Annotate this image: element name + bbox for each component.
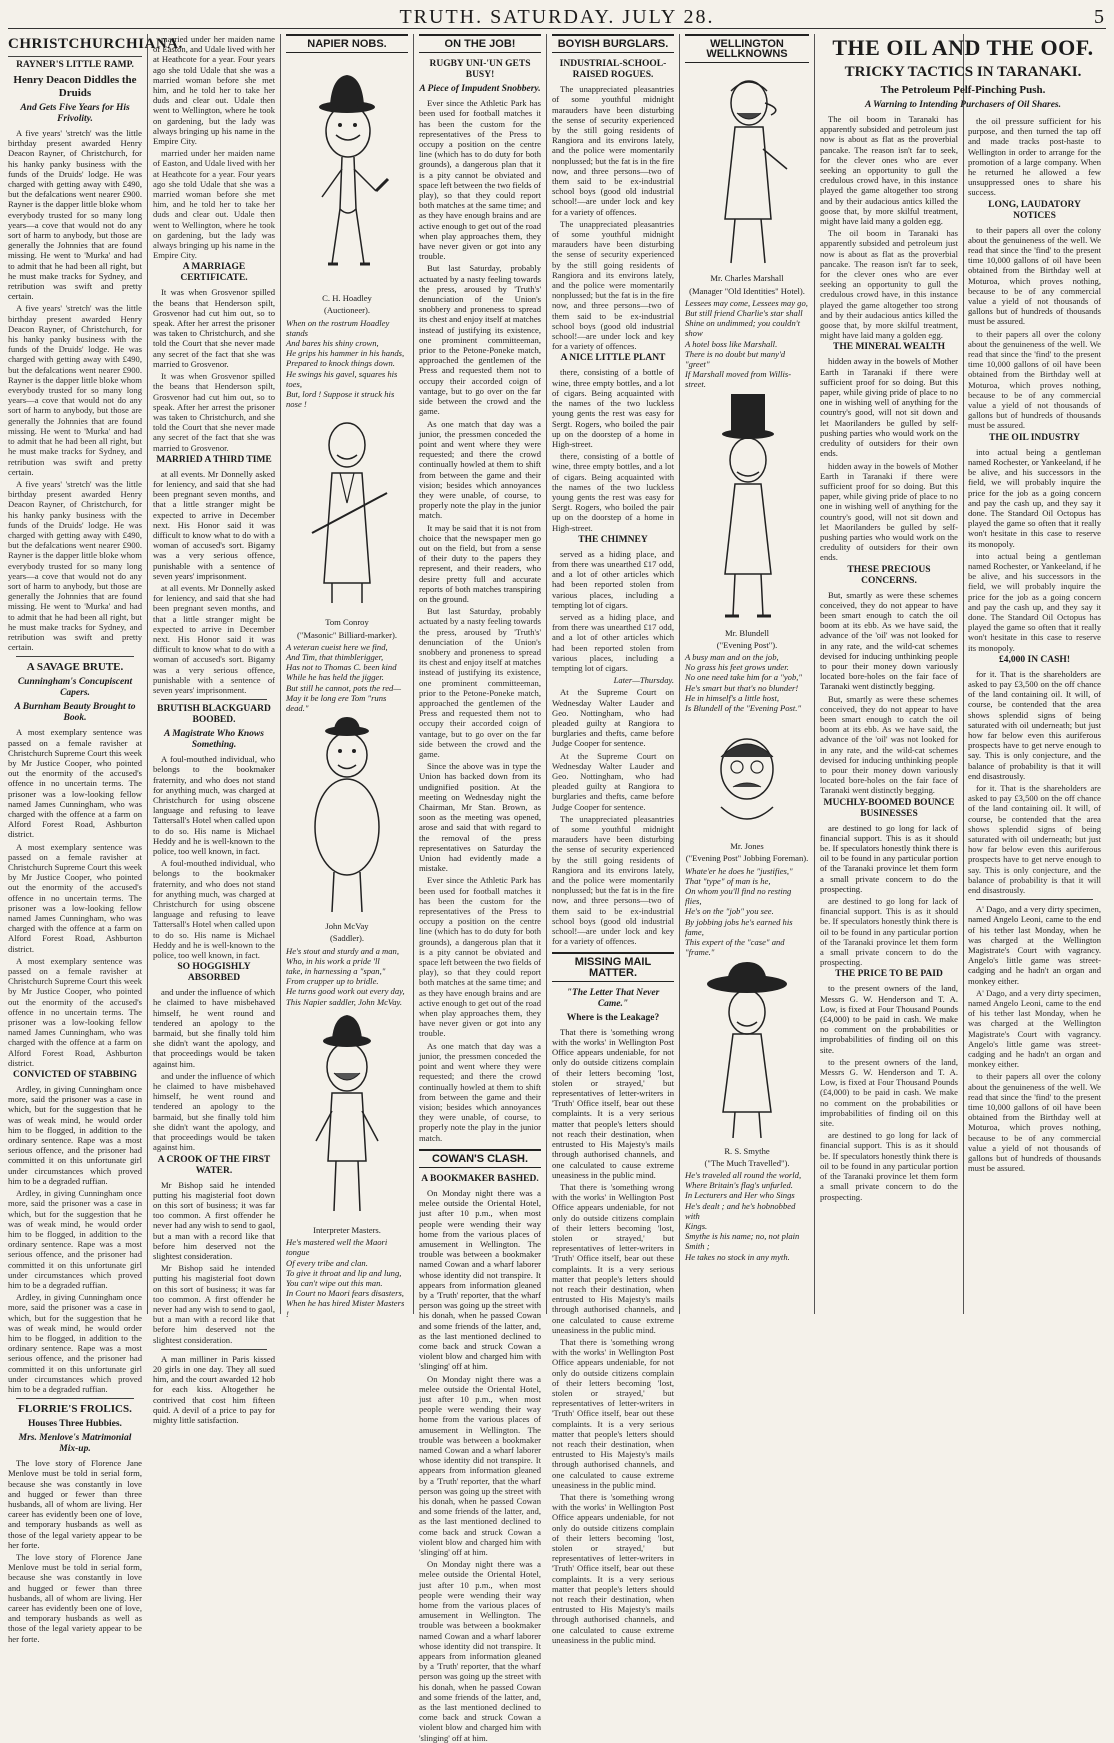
story-title: A BOOKMAKER BASHED.: [421, 1173, 539, 1184]
story-subhead: Mrs. Menlove's Matrimonial Mix-up.: [18, 1433, 132, 1455]
verse-line: He's stout and sturdy and a man,: [286, 945, 399, 956]
crosshead: THE MINERAL WEALTH: [833, 342, 945, 353]
crosshead: A CROOK OF THE FIRST WATER.: [157, 1154, 271, 1176]
story-body-continued: But last Saturday, probably actuated by a nasty feeling towards the press, aroused by 'Truth's' denunciation of the Union's snobbery and proneness to spread its chest and enjoy itself at matches instead of justifying its existence, one prominent committeeman, prior to the Petone-Poneke match, approached the gentlemen of the Press and requested them not to occupy their accorded coign of vantage, but to go over on the far side between the crowd and the game.: [419, 606, 541, 759]
section-heading-missing-mail: MISSING MAIL MATTER.: [552, 952, 674, 981]
story-body: That there is 'something wrong with the works' in Wellington Post Office appears undeniable, for not only do outside citizens complain of their letters becoming 'lost, stolen or strayed,' but representatives of letter-writers in 'Truth' Office itself, bear out these complaints. It is a very serious matter that people's letters should not reach their destination, when entrusted to His Majesty's mails through authorised channels, and one calculated to cause extreme uneasiness in the public mind.: [552, 1026, 674, 1180]
caricature-hoadley: [292, 59, 402, 289]
verse-line: When he has hired Mister Masters !: [286, 1298, 405, 1319]
story-body: As one match that day was a junior, the pressmen conceded the point and went where they were requested; and there the crowd continually howled at them to shift from between the game and their vision; besides which annoyances they were unable, of course, to properly note the play in the junior match.: [419, 418, 541, 521]
verse-jones: [685, 866, 809, 958]
story-body: there, consisting of a bottle of wine, three empty bottles, and a lot of cigars. Being acquainted with the names of the two luckless young gents the rest was easy for Sergt. Rogers, who boiled the pair up on the doorstep of a home in High-street.: [552, 367, 674, 449]
story-body: At the Supreme Court on Wednesday Walter Lauder and Geo. Nottingham, who had pleaded guilty at Rangiora to burglaries and thefts, came before Judge Cooper for sentence.: [552, 687, 674, 749]
verse-line: He's on the "job" you see.: [685, 906, 774, 917]
caricature-marshall: [691, 69, 803, 269]
story-body-continued: That there is 'something wrong with the works' in Wellington Post Office appears undeniable, for not only do outside citizens complain of their letters becoming 'lost, stolen or strayed,' but representatives of letter-writers in 'Truth' Office itself, bear out these complaints. It is a very serious matter that people's letters should not reach their destination, when entrusted to His Majesty's mails through authorised channels, and one calculated to cause extreme uneasiness in the public mind.: [552, 1181, 674, 1335]
oil-body-left: [820, 114, 958, 1202]
story-subtitle: A Magistrate Who Knows Something.: [164, 729, 264, 751]
story-body-continued: On Monday night there was a melee outside the Oriental Hotel, just after 10 p.m., when most people were wending their way home from the various places of amusement in Wellington. The trouble was between a bookmaker named Cowan and a wharf laborer whose identity did not transpire. It appears from information gleaned by a 'Truth' reporter, that the wharf person was going up the street with his donah, when he passed Cowan and some friends of the latter, and, as the last mentioned declined to come back and struck Cowan a violent blow and charged him with 'slinging' off at him.: [419, 1559, 541, 1743]
caption-role: (Auctioneer).: [323, 305, 371, 316]
story-body-continued: It was when Grosvenor spilled the beans that Henderson spilt, Grosvenor had cut him out, so to speak. After her arrest the prisoner was taken to Christchurch, and she told the Court that she never made any secret of the fact that she was married to Grosvenor.: [153, 371, 275, 453]
caption-name: Mr. Charles Marshall: [710, 273, 784, 284]
story-body: served as a hiding place, and from there was unearthed £17 odd, and a lot of other articles which had been reported stolen from various places, including a tempting lot of cigars.: [552, 548, 674, 610]
section-heading-wellington-wellknowns: WELLINGTON WELLKNOWNS: [685, 34, 809, 63]
verse-line: That "type" of man is he,: [685, 875, 771, 886]
story-title: RAYNER'S LITTLE RAMP.: [16, 60, 134, 70]
verse-line: No one need take him for a "yob,": [685, 672, 803, 683]
story-subtitle: Henry Deacon Diddles the Druids: [13, 74, 137, 99]
verse-line: take, in harnessing a "span,": [286, 966, 386, 977]
verse-line: Shine on undimmed; you couldn't: [685, 318, 800, 329]
story-body: But, smartly as were these schemes conceived, they do not appear to have been smart enough to catch the oil boom at its ebb. As we have said, the advance of the 'oil' was not looked for in any rate, and the wild-cat schemes devised for inducing unthinking people to pour their money down variously located bore-holes on the fair face of Taranaki went distinctly begging.: [820, 589, 958, 692]
divider: [161, 1349, 267, 1350]
divider: [976, 899, 1093, 900]
verse-line: On whom you'll find no resting flies,: [685, 886, 792, 907]
story-title: A SAVAGE BRUTE.: [26, 661, 124, 674]
verse-line: Has not to Thomas C. been kind: [286, 662, 397, 673]
verse-line: In Lecturers and Her who Sings: [685, 1190, 795, 1201]
verse-line: From crupper up to bridle.: [286, 976, 379, 987]
story-body-continued: there, consisting of a bottle of wine, three empty bottles, and a lot of cigars. Being acquainted with the names of the two luckless young gents the rest was easy for Sergt. Rogers, who boiled the pair up on the doorstep of a home in High-street.: [552, 451, 674, 533]
verse-line: Of every tribe and clan.: [286, 1257, 368, 1268]
story-subtitle: Where is the Leakage?: [566, 1012, 660, 1023]
story-body: for it. That is the shareholders are asked to pay £3,500 on the off chance of the land containing oil. It will, of course, be contended that the area shows splendid signs of being saturated with oil underneath; but just how far below even this auriferous prospects have to get nerve enough to say. This is only conjecture, and the balance of probability is that it will end disastrously.: [968, 668, 1101, 781]
caption-name: Tom Conroy: [325, 617, 369, 628]
story-body-continued: to their papers all over the colony about the genuineness of the well. We read that since the 'find' to the present time 10,000 gallons of oil have been obtained from the Birthday well at Moturoa, which proves nothing, because to be of any commercial value a yield of not thousands of gallons but of hundreds of thousands must be assured.: [968, 328, 1101, 431]
verse-line: But still he cannot, pots the red—: [286, 682, 401, 693]
dateline: Later—Thursday.: [613, 675, 674, 686]
verse-line: This expert of the "case" and: [685, 937, 785, 948]
verse-line: He's traveled all round the world,: [685, 1169, 802, 1180]
caption-role: (Manager "Old Identities" Hotel).: [689, 285, 805, 296]
verse-line: He's dealt ; and he's hobnobbed with: [685, 1200, 796, 1221]
story-body-continued: are destined to go long for lack of financial support. This is as it should be. If speculators honestly think there is oil to be found in any particular portion of the Taranaki province let them form a small private concern to do the prospecting.: [820, 896, 958, 968]
section-heading-christchurchiana: CHRISTCHURCHIANA.: [8, 36, 142, 57]
story-body-continued: On Monday night there was a melee outside the Oriental Hotel, just after 10 p.m., when most people were wending their way home from the various places of amusement in Wellington. The trouble was between a bookmaker named Cowan and a wharf laborer whose identity did not transpire. It appears from information gleaned by a 'Truth' reporter, that the wharf person was going up the street with his donah, when he passed Cowan and some friends of the latter, and, as the last mentioned declined to come back and struck Cowan a violent blow and charged him with 'slinging' off at him.: [419, 1373, 541, 1558]
story-subhead: And Gets Five Years for His Frivolity.: [20, 103, 130, 124]
verse-line: show: [685, 328, 703, 339]
caricature-smythe: [691, 962, 803, 1142]
story-body-continued: The unappreciated pleasantries of some youthful midnight marauders have been disturbing the sense of security experienced by the still going residents of Rangiora and its environs lately, and the police were momentarily nonplussed; but the fat is in the fire now, and three persons—two of them said to be ex-industrial school boys (good old industrial school!—are under lock and key for a variety of offences.: [552, 813, 674, 947]
story-body-continued: and under the influence of which he claimed to have misbehaved himself, he went round and tendered an apology to the barmaid, but she finally told him she didn't want the apology, and that proceedings would be taken against him.: [153, 1070, 275, 1153]
story-body-continued: hidden away in the bowels of Mother Earth in Taranaki if there were sufficient proof for so doing. But this paper, while giving pride of place to no one in wishing well of anything for the country's good, will not sit down and let Maorilanders be gulled by self-pushing parties who would work on the credulity of outsiders for their own ends.: [820, 460, 958, 563]
section-heading-on-the-job: ON THE JOB!: [419, 34, 541, 53]
verse-masters: [286, 1237, 408, 1319]
crosshead: A NICE LITTLE PLANT: [560, 353, 666, 364]
story-body: It may be said that it is not from choice that the newspaper men go out on the field, but from a sense of their duty to the papers they represent, and their readers, who desire pretty full and accurate reports of both matches transpiring on the ground.: [419, 522, 541, 604]
crosshead: LONG, LAUDATORY NOTICES: [988, 199, 1081, 221]
verse-mcvay: [286, 946, 408, 1007]
verse-line: A busy man and on the job,: [685, 652, 779, 663]
verse-line: Smythe is his name; no, not plain: [685, 1231, 800, 1242]
column-two: [153, 34, 281, 1425]
divider: [161, 699, 267, 700]
story-body: The oil boom in Taranaki has apparently subsided and petroleum just now is about as flat as the proverbial pancake. The reason isn't far to seek, for the clever ones who are ever seeking an opportunity to gull the credulous crowd have, in this instance played the game altogether too strong and by their audacious antics killed the goose that, by more skilful treatment, might have laid many a golden egg.: [820, 114, 958, 227]
crosshead: MARRIED A THIRD TIME: [156, 454, 272, 465]
verse-line: When on the rostrum Hoadley stands: [286, 317, 390, 338]
story-body: are destined to go long for lack of financial support. This is as it should be. If speculators honestly think there is oil to be found in any particular portion of the Taranaki province let them form a small private concern to do the prospecting.: [820, 822, 958, 894]
story-body-continued: to their papers all over the colony about the genuineness of the well. We read that since the 'find' to the present time 10,000 gallons of oil have been obtained from the Birthday well at Moturoa, which proves nothing, because to be of any commercial value a yield of not thousands of gallons but of hundreds of thousands must be assured.: [968, 1071, 1101, 1174]
story-title: BRUTISH BLACKGUARD BOOBED.: [157, 704, 271, 726]
verse-line: A hotel boss like Marshall.: [685, 338, 778, 349]
caption-role: ("Evening Post" Jobbing Foreman).: [685, 853, 809, 864]
story-body-continued: But, smartly as were these schemes conceived, they do not appear to have been smart enough to catch the oil boom at its ebb. As we have said, the advance of the 'oil' was not looked for in any rate, and the wild-cat schemes devised for inducing unthinking people to pour their money down variously located bore-holes on the fair face of Taranaki went distinctly begging.: [820, 693, 958, 796]
caption-role: ("The Much Travelled").: [704, 1157, 790, 1168]
verse-line: He takes no stock in any myth.: [685, 1251, 790, 1262]
caricature-jones: [691, 717, 803, 837]
verse-line: You can't wipe out this man.: [286, 1277, 383, 1288]
verse-line: Who, in his work a pride 'll: [286, 955, 380, 966]
story-subhead: A Burnham Beauty Brought to Book.: [14, 702, 136, 724]
story-subtitle: Cunningham's Concupiscent Capers.: [17, 677, 133, 699]
story-body: A most exemplary sentence was passed on a female ravisher at Christchurch Supreme Court this week by Mr Justice Cooper, who pointed out the enormity of the accused's offence in no uncertain terms. The prisoner was a low-looking fellow named James Cunningham, who was charged with the offence at a farm on Alford Forest Road, Ashburton district.: [8, 727, 142, 840]
story-body-continued: served as a hiding place, and from there was unearthed £17 odd, and a lot of other articles which had been reported stolen from various places, including a tempting lot of cigars.: [552, 611, 674, 673]
verse-line: Where Britain's flag's unfurled.: [685, 1180, 793, 1191]
verse-line: If Marshall moved from Willis-street.: [685, 369, 792, 390]
story-body: the oil pressure sufficient for his purpose, and then turned the tap off and made tracks post-haste to Wellington in order to arrange for the promotion of a large company. When he returned he allowed a few unsuppressed ones to share his success.: [968, 116, 1101, 198]
caricature-blundell: [691, 394, 803, 624]
story-body-continued: Mr Bishop said he intended putting his magisterial foot down on this sort of business; it was far too common. A first offender he never had any wish to send to gaol, but a man with a record like that before him deserved not the slightest consideration.: [153, 1263, 275, 1345]
story-body: On Monday night there was a melee outside the Oriental Hotel, just after 10 p.m., when most people were wending their way home from the various places of amusement in Wellington. The trouble was between a bookmaker named Cowan and a wharf laborer whose identity did not transpire. It appears from information gleaned by a 'Truth' reporter, that the wharf person was going up the street with his donah, when he passed Cowan and some friends of the latter, and, as the last mentioned declined to come back and struck Cowan a violent blow and charged him with 'slinging' off at him.: [419, 1187, 541, 1372]
crosshead: A MARRIAGE CERTIFICATE.: [180, 262, 248, 284]
verse-line: While he has held the jigger.: [286, 672, 384, 683]
column-on-the-job: [419, 34, 547, 1743]
verse-marshall: [685, 298, 809, 390]
story-body: Since the above was in type the Union has backed down from its undignified position. At the meeting on Wednesday night the Chairman, Mr Stan. Brown, as soon as the meeting was opened, arose and said that with regard to the removal of the press representatives on Saturday the Union had evidently made a mistake.: [419, 761, 541, 874]
crosshead: £4,000 IN CASH!: [999, 654, 1070, 665]
story-subtitle: A Piece of Impudent Snobbery.: [419, 84, 541, 95]
verse-line: A veteran cueist here we find,: [286, 641, 388, 652]
verse-line: There is no doubt but many'd "greet": [685, 348, 786, 370]
crosshead: CONVICTED OF STABBING: [12, 1070, 138, 1081]
story-body-continued: The unappreciated pleasantries of some youthful midnight marauders have been disturbing the sense of security experienced by the still going residents of Rangiora and its environs lately, and the police were momentarily nonplussed; but the fat is in the fire now, and three persons—two of them said to be ex-industrial school boys (good old industrial school!—are under lock and key for a variety of offences.: [552, 218, 674, 352]
verse-line: May it be long ere Tom "runs dead.": [286, 692, 387, 714]
story-body: Ever since the Athletic Park has been used for football matches it has been the custom for the representatives of the Press to occupy a position on the centre line (which has to do duty for both grounds), a dangerous plan that it is a pity cannot be obviated and space left between the two fields of play), so that they could report both matches at the same time; and as they have enough brains and are active enough to get out of the road when play approaches them, they have never given or got into any trouble.: [419, 98, 541, 262]
verse-line: fame,: [685, 926, 704, 937]
verse-line: "frame.": [685, 947, 715, 958]
verse-line: To give it throat and lip and lung,: [286, 1267, 402, 1278]
section-heading-oil: THE OIL AND THE OOF.: [832, 35, 1094, 60]
story-body: to their papers all over the colony about the genuineness of the well. We read that since the 'find' to the present time 10,000 gallons of oil have been obtained from the Birthday well at Moturoa, which proves nothing, because to be of any commercial value a yield of not thousands of gallons but of hundreds of thousands must be assured.: [968, 224, 1101, 327]
verse-smythe: [685, 1170, 809, 1262]
story-body: into actual being a gentleman named Rochester, or Yankeeland, if he be alive, and his successors in the field, we will probably inquire the price for the job as a going concern and pay the cash up, and they say it done. The Standard Oil Octopus has played the game so often that it really won't hesitate in this case to reserve its monopoly.: [968, 446, 1101, 549]
verse-line: He swings his gavel, squares his toes,: [286, 368, 398, 389]
newspaper-title: TRUTH. SATURDAY. JULY 28.: [399, 6, 715, 28]
verse-line: Prepared to knock things down.: [286, 358, 395, 369]
story-body-continued: As one match that day was a junior, the pressmen conceded the point and went where they were requested; and there the crowd continually howled at them to shift from between the game and their vision; besides which annoyances they were unable, of course, to properly note the play in the junior match.: [419, 1040, 541, 1143]
caption-role: ("Evening Post").: [716, 639, 778, 650]
story-body-continued: at all events. Mr Donnelly asked for leniency, and said that she had been pregnant seven months, and that a little stranger might be expected to arrive in December next. His Honor said it was difficult to know what to do with a woman of accused's sort. Bigamy was a very serious offence, punishable with a sentence of seven years' imprisonment.: [153, 582, 275, 695]
story-body-continued: At the Supreme Court on Wednesday Walter Lauder and Geo. Nottingham, who had pleaded guilty at Rangiora to burglaries and thefts, came before Judge Cooper for sentence.: [552, 750, 674, 812]
story-body-continued: Ever since the Athletic Park has been used for football matches it has been the custom for the representatives of the Press to occupy a position on the centre line (which has to do duty for both grounds), a dangerous plan that it is a pity cannot be obviated and space left between the two fields of play), so that they could report both matches at the same time; and as they have enough brains and are active enough to get out of the road when play approaches them, they have never given or got into any trouble.: [419, 875, 541, 1039]
verse-line: But still friend Charlie's star shall: [685, 308, 803, 319]
story-body-continued: A five years' 'stretch' was the little birthday present awarded Henry Deacon Rayner, of Christchurch, for his hanky panky business with the funds of the Druids' lodge. He was charged with getting away with £490, but the defalcations went nearer £900. Rayner is the dapper little bloke whom everybody trusted for so many long years—a cove that would not do any sort of harm to anybody, but those are generally the Johnnies that are found missing. He went to 'Murka' and had to admit that he had been all right, but he must make tracks for Sydney, and retribution was swift and pretty certain.: [8, 478, 142, 653]
verse-line: No grass his feet grows under.: [685, 662, 789, 673]
caption-name: Mr. Jones: [730, 841, 764, 852]
story-body: and under the influence of which he claimed to have misbehaved himself, he went round and tendered an apology to the barmaid, but she finally told him she didn't want the apology, and that proceedings would be taken against him.: [153, 987, 275, 1069]
caricature-mcvay: [292, 717, 402, 917]
verse-hoadley: [286, 318, 408, 410]
verse-line: He's mastered well the Maori tongue: [286, 1237, 388, 1258]
oil-header: [820, 36, 1106, 111]
story-body-continued: for it. That is the shareholders are asked to pay £3,500 on the off chance of the land containing oil. It will, of course, be contended that the area shows splendid signs of being saturated with oil underneath; but just how far below even this auriferous prospects have to get nerve enough to say. This is only conjecture, and the balance of probability is that it will end disastrously.: [968, 782, 1101, 896]
story-body: married under her maiden name of Easton, and Udale lived with her at Heathcote for a year. Four years ago she told Udale that she was a married woman before she met him, and he told her to take her duds and clear out. Udale then went to Wellington, where he took on gardening, but the lady was always bringing up his name in the Empire City.: [153, 34, 275, 147]
verse-line: Lessees may come, Lessees may go,: [685, 297, 808, 308]
story-body-continued: are destined to go long for lack of financial support. This is as it should be. If speculators honestly think there is oil to be found in any particular portion of the Taranaki province let them form a small private concern to do the prospecting.: [820, 1130, 958, 1202]
column-wellington-wellknowns: [685, 34, 815, 1314]
story-body-continued: A five years' 'stretch' was the little birthday present awarded Henry Deacon Rayner, of Christchurch, for his hanky panky business with the funds of the Druids' lodge. He was charged with getting away with £490, but the defalcations went nearer £900. Rayner is the dapper little bloke whom everybody trusted for so many long years—a cove that would not do any sort of harm to anybody, but those are generally the Johnnies that are found missing. He went to 'Murka' and had to admit that he had been all right, but he must make tracks for Sydney, and retribution was swift and pretty certain.: [8, 303, 142, 477]
story-body-continued: married under her maiden name of Easton, and Udale lived with her at Heathcote for a year. Four years ago she told Udale that she was a married woman before she met him, and he told her to take her duds and clear out. Udale then went to Wellington, where he took on gardening, but the lady was always bringing up his name in the Empire City.: [153, 148, 275, 261]
story-subtitle: The Petroleum Pelf-Pinching Push.: [880, 84, 1046, 96]
column-boyish-burglars: [552, 34, 680, 1645]
verse-line: Smith ;: [685, 1241, 710, 1252]
caption-role: (Saddler).: [329, 933, 365, 944]
verse-line: And Tim, that thimblerigger,: [286, 652, 384, 663]
story-body: The love story of Florence Jane Menlove must be told in serial form, because she was constantly in love and hugged or fewer than three husbands, all of whom are living. Her career has evidently been one of love, and temporary husbands as well as those of the legal variety appear to be her forte.: [8, 1458, 142, 1550]
verse-conroy: [286, 642, 408, 713]
story-body-continued: A' Dago, and a very dirty specimen, named Angelo Leoni, came to the end of his tether last Monday, when he was charged at the Wellington Magistrate's Court with vagrancy. Angelo's little game was street-cadging and he hadn't an organ and monkey either.: [968, 987, 1101, 1070]
story-body-continued: Ardley, in giving Cunningham once more, said the prisoner was a case in which, but for the suggestion that he was of weak mind, he would order him to be flogged, in addition to the ordinary sentence. Rape was a most serious offence, and the prisoner had committed it on this unfortunate girl under circumstances which proved him to be a degraded ruffian.: [8, 1292, 142, 1394]
page-number: 5: [1094, 6, 1104, 28]
crosshead: THE PRICE TO BE PAID: [835, 969, 943, 980]
story-title: INDUSTRIAL-SCHOOL-RAISED ROGUES.: [559, 59, 667, 81]
caption-name: John McVay: [325, 921, 369, 932]
caption-role: ("Masonic" Billiard-marker).: [296, 629, 398, 640]
story-body-continued: A most exemplary sentence was passed on a female ravisher at Christchurch Supreme Court this week by Mr Justice Cooper, who pointed out the enormity of the accused's offence in no uncertain terms. The prisoner was a low-looking fellow named James Cunningham, who was charged with the offence at a farm on Alford Forest Road, Ashburton district.: [8, 955, 142, 1068]
story-title: RUGBY UNI-'UN GETS BUSY!: [429, 59, 531, 81]
divider: [16, 656, 134, 657]
story-body-continued: That there is 'something wrong with the works' in Wellington Post Office appears undeniable, for not only do outside citizens complain of their letters becoming 'lost, stolen or strayed,' but representatives of letter-writers in 'Truth' Office itself, bear out these complaints. It is a very serious matter that people's letters should not reach their destination, when entrusted to His Majesty's mails through authorised channels, and one calculated to cause extreme uneasiness in the public mind.: [552, 1336, 674, 1490]
verse-blundell: [685, 652, 809, 713]
section-heading-boyish-burglars: BOYISH BURGLARS.: [552, 34, 674, 53]
caption-name: Mr. Blundell: [725, 627, 769, 638]
verse-line: He in himself's a little host,: [685, 692, 779, 703]
story-body: at all events. Mr Donnelly asked for leniency, and said that she had been pregnant seven months, and that a little stranger might be expected to arrive in December next. His Honor said it was difficult to know what to do with a woman of accused's sort. Bigamy was a very serious offence, punishable with a sentence of seven years' imprisonment.: [153, 468, 275, 581]
caricature-conroy: [292, 413, 402, 613]
story-body: A foul-mouthed individual, who belongs to the bookmaker fraternity, and who does not stand for anything much, was charged at Christchurch for using obscene language and refusing to leave Tattersall's Hotel when called upon to do so. His name is Michael Heddy and he is well-known to the police, too well known, in fact.: [153, 754, 275, 857]
verse-line: This Napier saddler, John McVay.: [286, 996, 403, 1007]
crosshead: THE CHIMNEY: [578, 534, 648, 545]
verse-line: He's smart but that's no blunder!: [685, 682, 799, 693]
verse-line: Is Blundell of the "Evening Post.": [685, 703, 802, 714]
story-title: "The Letter That Never Came.": [566, 987, 660, 1009]
caption-name: C. H. Hoadley: [322, 293, 372, 304]
story-body-continued: to the present owners of the land, Messrs G. W. Henderson and T. A. Low, is fixed at Four Thousand Pounds (£4,000) to be paid in cash. We make no comment on the probabilities or improbabilities of finding oil on this site.: [820, 1056, 958, 1129]
caricature-masters: [292, 1011, 402, 1221]
verse-line: But, lord ! Suppose it struck his nose !: [286, 389, 395, 410]
story-body-continued: A foul-mouthed individual, who belongs to the bookmaker fraternity, and who does not stand for anything much, was charged at Christchurch for using obscene language and refusing to leave Tattersall's Hotel when called upon to do so. His name is Michael Heddy and he is well-known to the police, too well known, in fact.: [153, 858, 275, 961]
section-heading-cowan: COWAN'S CLASH.: [419, 1149, 541, 1168]
story-body-continued: into actual being a gentleman named Rochester, or Yankeeland, if he be alive, and his successors in the field, we will probably inquire the price for the job as a going concern and pay the cash up, and they say it done. The Standard Oil Octopus has played the game so often that it really won't hesitate in this case to reserve its monopoly.: [968, 550, 1101, 653]
crosshead: MUCHLY-BOOMED BOUNCE BUSINESSES: [823, 797, 955, 819]
column-oil-right: [968, 116, 1106, 1314]
story-subtitle: Houses Three Hubbies.: [28, 1419, 122, 1430]
column-christchurchiana: [8, 34, 183, 1644]
story-subhead: A Warning to Intending Purchasers of Oil Shares.: [864, 100, 1062, 110]
verse-line: He turns good work out every day,: [286, 986, 405, 997]
verse-line: In Court no Maori fears disasters,: [286, 1288, 404, 1299]
story-body: It was when Grosvenor spilled the beans that Henderson spilt, Grosvenor had cut him out, so to speak. After her arrest the prisoner was taken to Christchurch, and she told the Court that she never made any secret of the fact that she was married to Grosvenor.: [153, 287, 275, 369]
masthead: [8, 4, 1106, 29]
story-body-continued: That there is 'something wrong with the works' in Wellington Post Office appears undeniable, for not only do outside citizens complain of their letters becoming 'lost, stolen or strayed,' but representatives of letter-writers in 'Truth' Office itself, bear out these complaints. It is a very serious matter that people's letters should not reach their destination, when entrusted to His Majesty's mails through authorised channels, and one calculated to cause extreme uneasiness in the public mind.: [552, 1492, 674, 1645]
divider: [16, 1398, 134, 1399]
story-title: FLORRIE'S FROLICS.: [18, 1403, 132, 1416]
story-body: Mr Bishop said he intended putting his magisterial foot down on this sort of business; it was far too common. A first offender he never had any wish to send to gaol, but a man with a record like that before him deserved not the slightest consideration.: [153, 1179, 275, 1261]
story-body: The unappreciated pleasantries of some youthful midnight marauders have been disturbing the sense of security experienced by the still going residents of Rangiora and its environs lately, and the police were momentarily nonplussed; but the fat is in the fire now, and three persons—two of them said to be ex-industrial school boys (good old industrial school!—are under lock and key for a variety of offences.: [552, 84, 674, 217]
story-title: TRICKY TACTICS IN TARANAKI.: [844, 64, 1082, 80]
story-body: A man milliner in Paris kissed 20 girls in one day. They all sued him, and the court awarded 12 hob for each kiss. Altogether he contrived that cost him fifteen quid. A devil of a price to pay for mighty little satisfaction.: [153, 1353, 275, 1425]
caption-name: Interpreter Masters.: [313, 1224, 381, 1235]
story-body-continued: The love story of Florence Jane Menlove must be told in serial form, because she was constantly in love and hugged or fewer than three husbands, all of whom are living. Her career has evidently been one of love, and temporary husbands as well as those of the legal variety appear to be her forte.: [8, 1551, 142, 1644]
story-body-continued: Ardley, in giving Cunningham once more, said the prisoner was a case in which, but for the suggestion that he was of weak mind, he would order him to be flogged, in addition to the ordinary sentence. Rape was a most serious offence, and the prisoner had committed it on this unfortunate girl under circumstances which proved him to be a degraded ruffian.: [8, 1188, 142, 1290]
story-body-continued: The oil boom in Taranaki has apparently subsided and petroleum just now is about as flat as the proverbial pancake. The reason isn't far to seek, for the clever ones who are ever seeking an opportunity to gull the credulous crowd have, in this instance played the game altogether too strong and by their audacious antics killed the goose that, by more skilful treatment, might have laid many a golden egg.: [820, 228, 958, 341]
caption-name: R. S. Smythe: [724, 1145, 770, 1156]
verse-line: And bares his shiny crown,: [286, 338, 379, 349]
section-heading-napier-nobs: NAPIER NOBS.: [286, 34, 408, 53]
story-body: Ardley, in giving Cunningham once more, said the prisoner was a case in which, but for the suggestion that he was of weak mind, he would order him to be flogged, in addition to the ordinary sentence. Rape was a most serious offence, and the prisoner had committed it on this unfortunate girl under circumstances which proved him to be a degraded ruffian.: [8, 1084, 142, 1186]
crosshead: THESE PRECIOUS CONCERNS.: [847, 564, 931, 586]
story-body: A five years' 'stretch' was the little birthday present awarded Henry Deacon Rayner, of Christchurch, for his hanky panky business with the funds of the Druids' lodge. He was charged with getting away with £490, but the defalcations went nearer £900. Rayner is the dapper little bloke whom everybody trusted for so many long years—a cove that would not do any sort of harm to anybody, but those are generally the Johnnies that are found missing. He went to 'Murka' and had to admit that he had been all right, but he must make tracks for Sydney, and retribution was swift and pretty certain.: [8, 128, 142, 302]
verse-line: He grips his hammer in his hands,: [286, 348, 405, 359]
story-body-continued: A most exemplary sentence was passed on a female ravisher at Christchurch Supreme Court this week by Mr Justice Cooper, who pointed out the enormity of the accused's offence in no uncertain terms. The prisoner was a low-looking fellow named James Cunningham, who was charged with the offence at a farm on Alford Forest Road, Ashburton district.: [8, 841, 142, 954]
crosshead: THE OIL INDUSTRY: [989, 432, 1080, 443]
verse-line: Whate'er he does he "justifies,": [685, 865, 793, 876]
crosshead: SO HOGGISHLY ABSORBED: [177, 962, 251, 984]
story-body: A' Dago, and a very dirty specimen, named Angelo Leoni, came to the end of his tether last Monday, when he was charged at the Wellington Magistrate's Court with vagrancy. Angelo's little game was street-cadging and he hadn't an organ and monkey either.: [968, 904, 1101, 986]
column-napier-nobs: [286, 34, 414, 1319]
story-body: hidden away in the bowels of Mother Earth in Taranaki if there were sufficient proof for so doing. But this paper, while giving pride of place to no one in wishing well of anything for the country's good, will not sit down and let Maorilanders be gulled by self-pushing parties who would work on the credulity of outsiders for their own ends.: [820, 356, 958, 459]
verse-line: By jobbing jobs he's earned his: [685, 916, 793, 927]
verse-line: Kings.: [685, 1220, 708, 1231]
story-body: But last Saturday, probably actuated by a nasty feeling towards the press, aroused by 'Truth's' denunciation of the Union's snobbery and proneness to spread its chest and enjoy itself at matches instead of justifying its existence, one prominent committeeman, prior to the Petone-Poneke match, approached the gentlemen of the Press and requested them not to occupy their accorded coign of vantage, but to go over on the far side between the crowd and the game.: [419, 263, 541, 417]
story-body: to the present owners of the land, Messrs G. W. Henderson and T. A. Low, is fixed at Four Thousand Pounds (£4,000) to be paid in cash. We make no comment on the probabilities or improbabilities of finding oil on this site.: [820, 983, 958, 1055]
